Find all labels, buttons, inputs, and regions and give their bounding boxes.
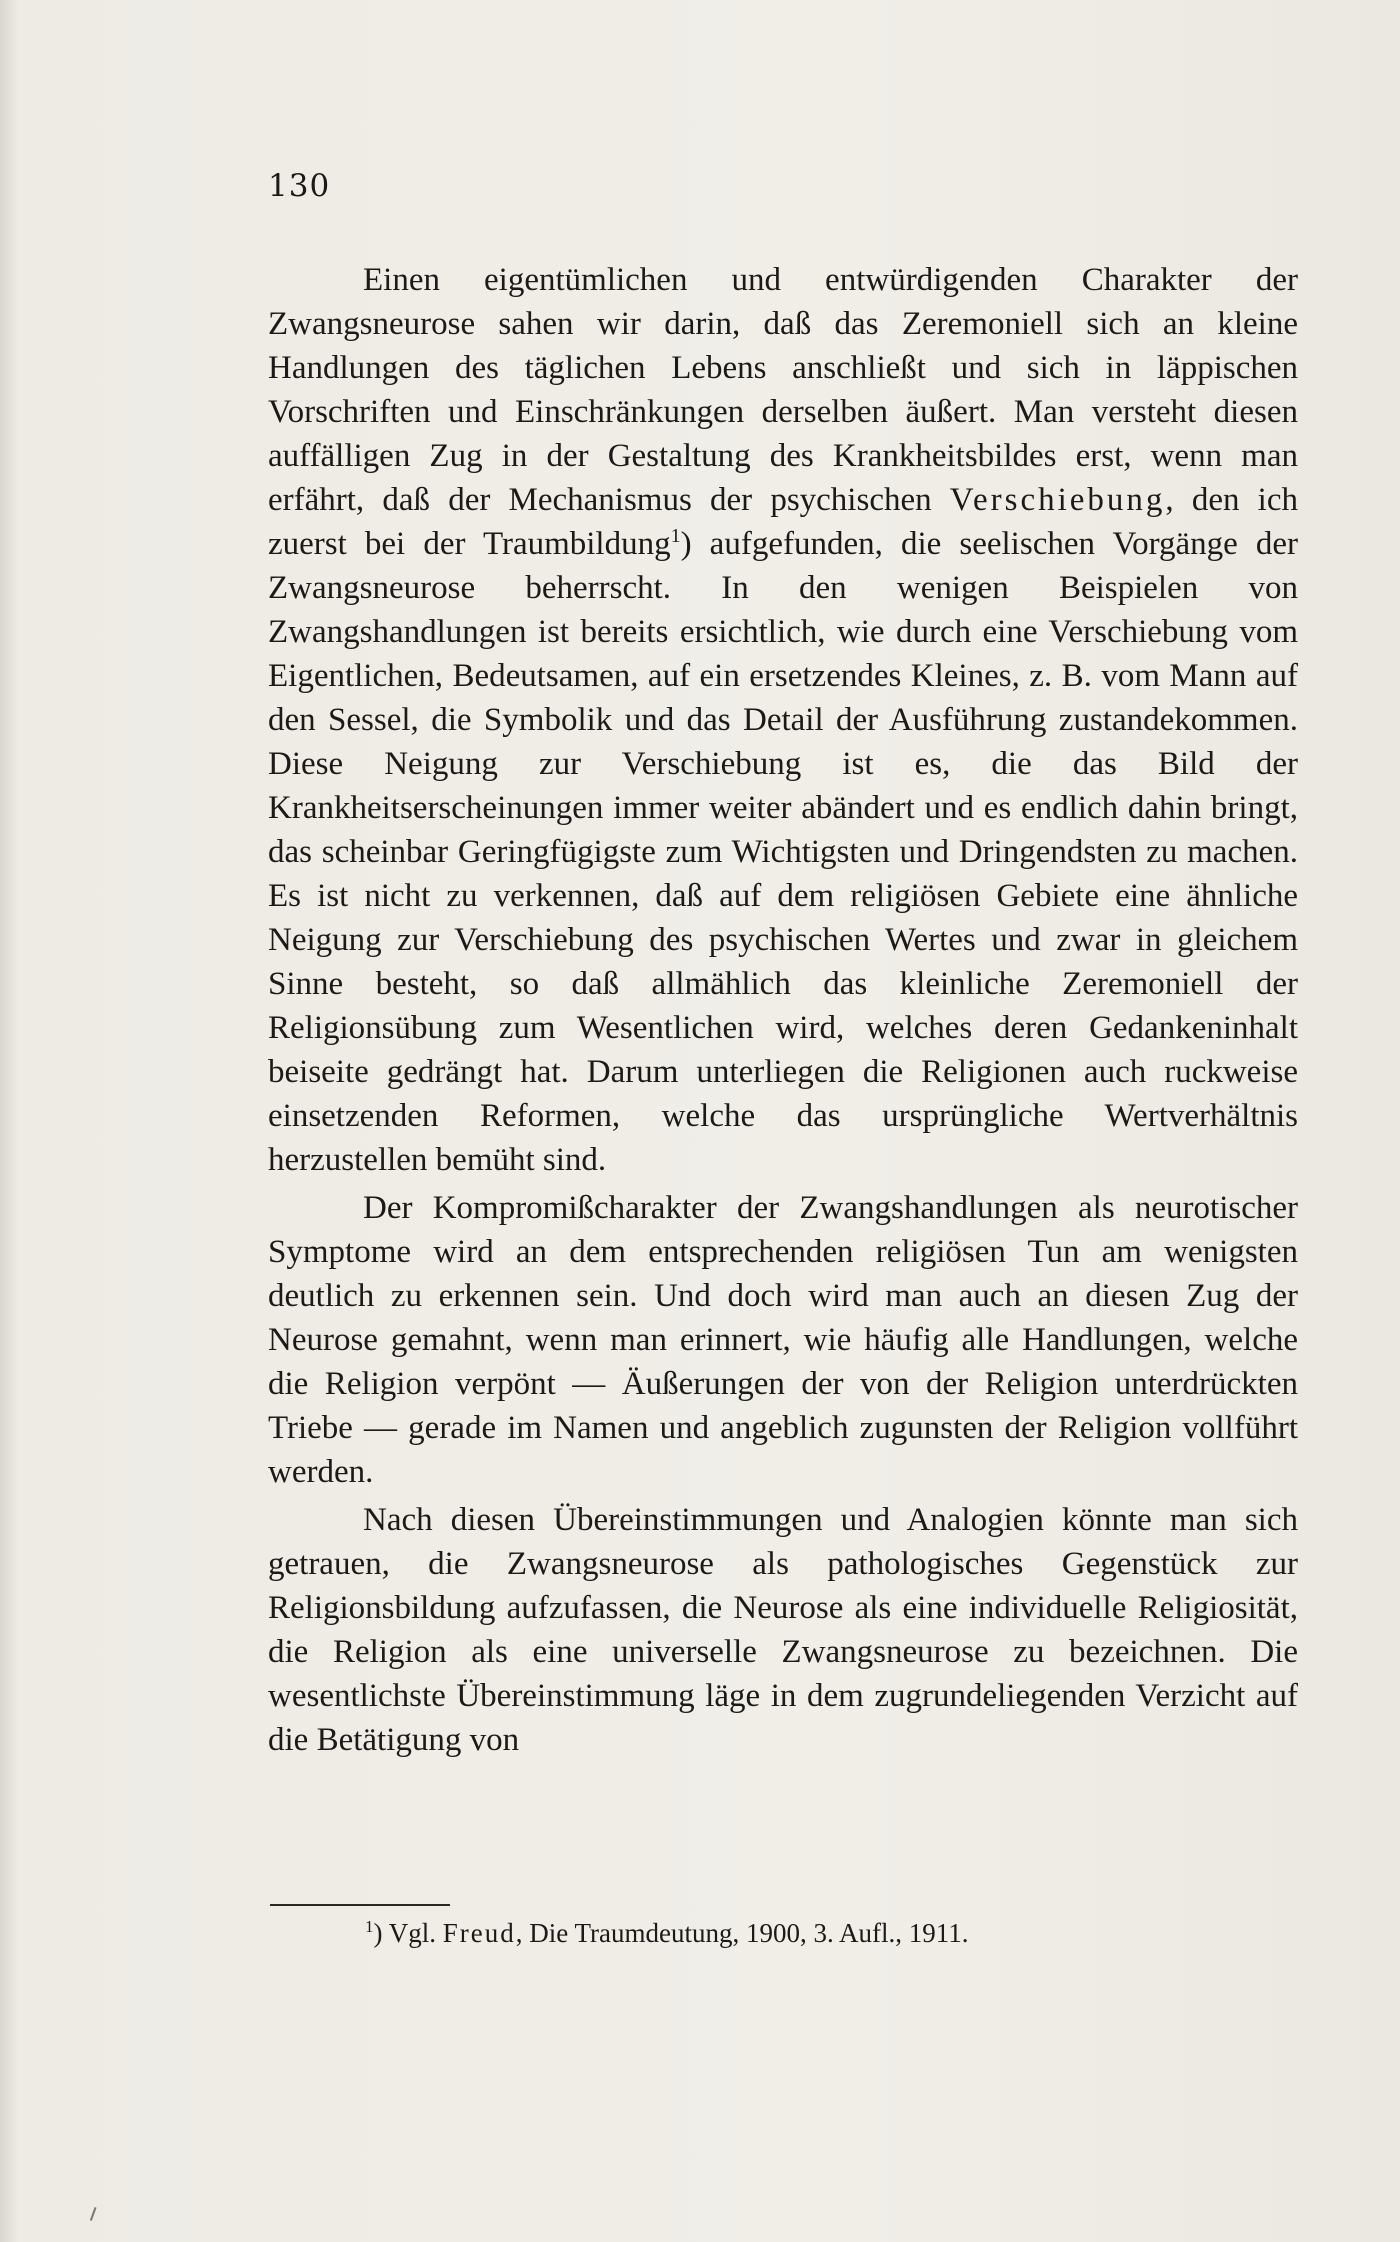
page-number: 130: [268, 168, 331, 204]
scan-speck: [90, 2207, 102, 2223]
footnote-reference-mark: 1: [670, 525, 681, 547]
body-text: [268, 258, 1298, 1762]
footnote-author: Freud: [442, 1918, 516, 1948]
paragraph-2: Der Kompromißcharakter der Zwangshandlungen als neurotischer Symptome wird an dem entsprechenden religiösen Tun am wenigsten deutlich zu erkennen sein. Und doch wird man auch an diesen Zug der Neurose gemahnt, wenn man erinnert, wie häufig alle Handlungen, welche die Religion verpönt — Äußerungen der von der Religion unterdrückten Triebe — gerade im Namen und angeblich zugunsten der Religion vollführt werden.: [268, 1190, 1298, 1490]
paragraph-1-text-a: Einen eigentümlichen und entwürdigenden Charakter der Zwangsneurose sahen wir darin, daß das Zeremoniell sich an kleine Handlungen des täglichen Lebens anschließt und sich in läppischen Vorschriften und Einschränkungen derselben äußert. Man versteht diesen auffälligen Zug in der Gestaltung des Krankheitsbildes erst, wenn man erfährt, daß der Mechanismus der psychischen: [268, 262, 1298, 518]
footnote-text: , Die Traumdeutung, 1900, 3. Aufl., 1911.: [515, 1918, 969, 1948]
footnote-prefix: ) Vgl.: [373, 1918, 437, 1948]
paragraph-1-text-b: , den ich zuerst bei der Traumbildung: [268, 482, 1298, 562]
paragraph-1: [268, 258, 1298, 1182]
footnote: [365, 1916, 1265, 1950]
spaced-term-verschiebung: Verschiebung: [949, 482, 1166, 518]
footnote-divider: [270, 1904, 450, 1906]
paragraph-1-text-c: ) aufgefunden, die seelischen Vorgänge der Zwangsneurose beherrscht. In den wenigen Beispielen von Zwangshandlungen ist bereits ersichtlich, wie durch eine Verschiebung vom Eigentlichen, Bedeutsamen, auf ein ersetzendes Kleines, z. B. vom Mann auf den Sessel, die Symbolik und das Detail der Ausführung zustandekommen. Diese Neigung zur Verschiebung ist es, die das Bild der Krankheitserscheinungen immer weiter abändert und es endlich dahin bringt, das scheinbar Geringfügigste zum Wichtigsten und Dringendsten zu machen. Es ist nicht zu verkennen, daß auf dem religiösen Gebiete eine ähnliche Neigung zur Verschiebung des psychischen Wertes und zwar in gleichem Sinne besteht, so daß allmählich das kleinliche Zeremoniell der Religionsübung zum Wesentlichen wird, welches deren Gedankeninhalt beiseite gedrängt hat. Darum unterliegen die Religionen auch ruckweise einsetzenden Reformen, welche das ursprüngliche Wertverhältnis herzustellen bemüht sind.: [268, 526, 1298, 1178]
paragraph-3: Nach diesen Übereinstimmungen und Analogien könnte man sich getrauen, die Zwangsneurose als pathologisches Gegenstück zur Religionsbildung aufzufassen, die Neurose als eine individuelle Religiosität, die Religion als eine universelle Zwangsneurose zu bezeichnen. Die wesentlichste Übereinstimmung läge in dem zugrundeliegenden Verzicht auf die Betätigung von: [268, 1502, 1298, 1758]
footnote-mark: 1: [365, 1917, 374, 1936]
